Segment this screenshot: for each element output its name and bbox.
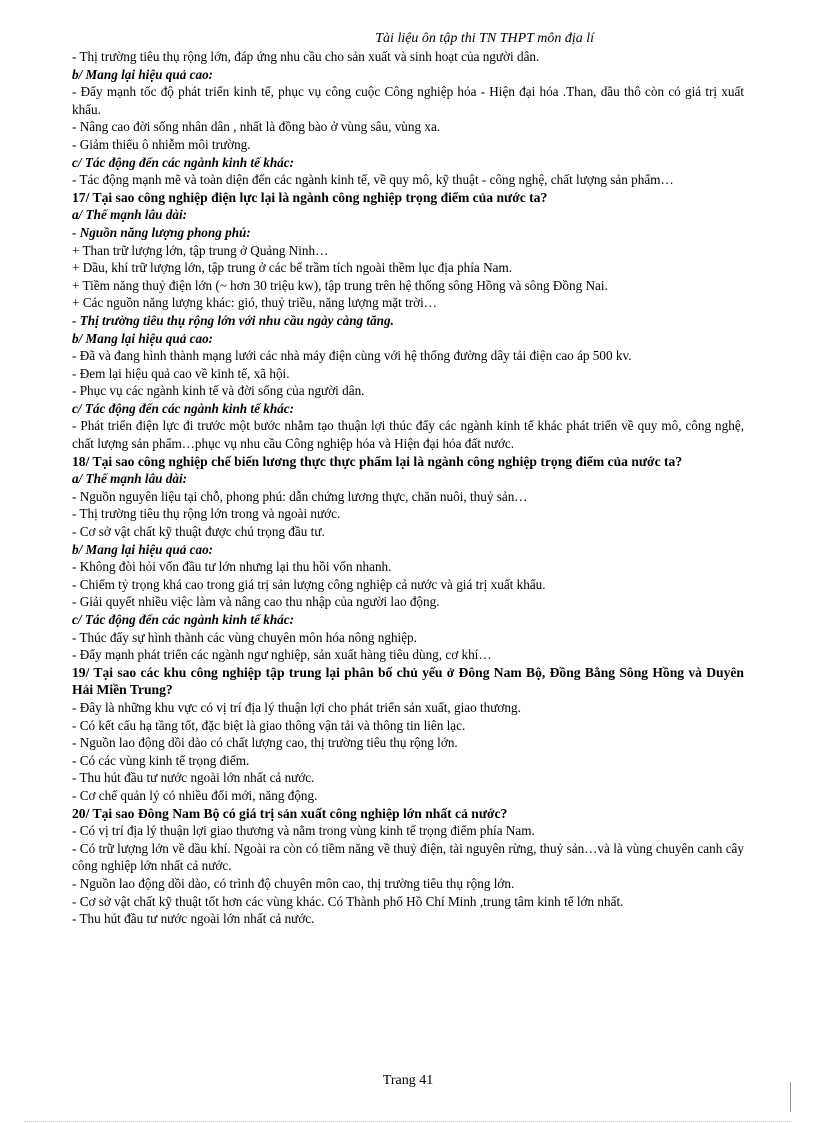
section-subheading: c/ Tác động đến các ngành kinh tế khác: — [72, 612, 294, 627]
question-heading: 18/ Tại sao công nghiệp chế biến lương thực thực phẩm lại là ngành công nghiệp trọng điểm của nước ta? — [72, 453, 683, 469]
question-heading: 17/ Tại sao công nghiệp điện lực lại là ngành công nghiệp trọng điểm của nước ta? — [72, 189, 548, 205]
paragraph-line: - Thu hút đầu tư nước ngoài lớn nhất cả nước. — [72, 911, 315, 927]
paragraph-line: - Phát triển điện lực đi trước một bước nhằm tạo thuận lợi thúc đẩy các ngành kinh tế khác phát triển về quy mô, công nghệ, chất lượng sản phẩm…phục vụ nhu cầu Công nghiệp hóa và Hiện đại hóa đất nước. — [72, 418, 744, 452]
document-body — [72, 48, 744, 928]
paragraph-line: + Tiềm năng thuỷ điện lớn (~ hơn 30 triệu kw), tập trung trên hệ thống sông Hồng và sông Đồng Nai. — [72, 277, 608, 293]
section-subheading: c/ Tác động đến các ngành kinh tế khác: — [72, 400, 294, 416]
paragraph-line: - Nguồn lao động dồi dào, có trình độ chuyên môn cao, thị trường tiêu thụ rộng lớn. — [72, 875, 515, 891]
paragraph-line: - Có kết cấu hạ tầng tốt, đặc biệt là giao thông vận tải và thông tin liên lạc. — [72, 717, 466, 733]
paragraph-line: - Có các vùng kinh tế trọng điểm. — [72, 752, 250, 768]
page-header: Tài liệu ôn tập thi TN THPT môn địa lí — [375, 31, 594, 46]
section-subheading: a/ Thế mạnh lâu dài: — [72, 471, 188, 487]
page-bottom-border — [24, 1121, 792, 1122]
paragraph-line: + Các nguồn năng lượng khác: gió, thuỷ triều, năng lượng mặt trời… — [72, 295, 437, 311]
paragraph-line: - Đẩy mạnh tốc độ phát triển kinh tế, phục vụ công cuộc Công nghiệp hóa - Hiện đại hóa .Than, dầu thô còn có giá trị xuất khẩu. — [72, 84, 744, 117]
question-heading: 20/ Tại sao Đông Nam Bộ có giá trị sản xuất công nghiệp lớn nhất cả nước? — [72, 805, 508, 821]
section-subheading: b/ Mang lại hiệu quả cao: — [72, 330, 214, 346]
section-subheading: a/ Thế mạnh lâu dài: — [72, 207, 188, 223]
paragraph-line: - Đây là những khu vực có vị trí địa lý thuận lợi cho phát triển sản xuất, giao thương. — [72, 699, 521, 715]
section-subheading: b/ Mang lại hiệu quả cao: — [72, 66, 214, 82]
section-subheading: b/ Mang lại hiệu quả cao: — [72, 541, 214, 557]
paragraph-line: - Thu hút đầu tư nước ngoài lớn nhất cả nước. — [72, 770, 315, 786]
paragraph-line: - Nguồn lao động dồi dào có chất lượng cao, thị trường tiêu thụ rộng lớn. — [72, 735, 458, 751]
paragraph-line: - Có vị trí địa lý thuận lợi giao thương và nằm trong vùng kinh tế trọng điểm phía Nam. — [72, 823, 535, 839]
paragraph-line: - Cơ chế quản lý có nhiều đổi mới, năng động. — [72, 787, 318, 803]
paragraph-line: + Than trữ lượng lớn, tập trung ở Quảng Ninh… — [72, 242, 329, 258]
section-subheading: - Thị trường tiêu thụ rộng lớn với nhu cầu ngày càng tăng. — [72, 312, 394, 328]
paragraph-line: + Dầu, khí trữ lượng lớn, tập trung ở các bể trầm tích ngoài thềm lục địa phía Nam. — [72, 260, 512, 276]
paragraph-line: - Cơ sở vật chất kỹ thuật tốt hơn các vùng khác. Có Thành phố Hồ Chí Minh ,trung tâm kinh tế lớn nhất. — [72, 893, 624, 909]
paragraph-line: - Giảm thiểu ô nhiễm môi trường. — [72, 136, 251, 152]
paragraph-line: - Không đòi hỏi vốn đầu tư lớn nhưng lại thu hồi vốn nhanh. — [72, 559, 392, 575]
paragraph-line: - Giải quyết nhiều việc làm và nâng cao thu nhập của người lao động. — [72, 594, 440, 610]
page-footer: Trang 41 — [382, 1073, 434, 1088]
paragraph-line: - Đẩy mạnh phát triển các ngành ngư nghiệp, sản xuất hàng tiêu dùng, cơ khí… — [72, 647, 492, 663]
paragraph-line: - Nguồn nguyên liệu tại chỗ, phong phú: dẫn chứng lương thực, chăn nuôi, thuỷ sản… — [72, 488, 528, 504]
paragraph-line: - Cơ sở vật chất kỹ thuật được chú trọng đầu tư. — [72, 524, 325, 540]
section-subheading: - Nguồn năng lượng phong phú: — [72, 224, 251, 240]
paragraph-line: - Thị trường tiêu thụ rộng lớn trong và ngoài nước. — [72, 506, 341, 522]
paragraph-line: - Thị trường tiêu thụ rộng lớn, đáp ứng nhu cầu cho sản xuất và sinh hoạt của người dân. — [72, 49, 540, 64]
paragraph-line: - Nâng cao đời sống nhân dân , nhất là đồng bào ở vùng sâu, vùng xa. — [72, 119, 441, 135]
paragraph-line: - Đã và đang hình thành mạng lưới các nhà máy điện cùng với hệ thống đường dây tải điện cao áp 500 kv. — [72, 348, 632, 364]
paragraph-line: - Có trữ lượng lớn về dầu khí. Ngoài ra còn có tiềm năng về thuỷ điện, tài nguyên rừng, thuỷ sản…và là vùng chuyên canh cây công nghiệp lớn nhất cả nước. — [72, 840, 744, 874]
section-subheading: c/ Tác động đến các ngành kinh tế khác: — [72, 154, 294, 170]
document-page — [72, 30, 744, 928]
page-edge-marker — [790, 1082, 791, 1112]
paragraph-line: - Phục vụ các ngành kinh tế và đời sống của người dân. — [72, 383, 365, 399]
paragraph-line: - Chiếm tỷ trọng khá cao trong giá trị sản lượng công nghiệp cả nước và giá trị xuất khẩu. — [72, 576, 546, 592]
question-heading: 19/ Tại sao các khu công nghiệp tập trung lại phân bố chủ yếu ở Đông Nam Bộ, Đồng Bằng Sông Hồng và Duyên Hải Miền Trung? — [72, 664, 744, 698]
paragraph-line: - Tác động mạnh mẽ và toàn diện đến các ngành kinh tế, về quy mô, kỹ thuật - công nghệ, chất lượng sản phẩm… — [72, 172, 674, 188]
paragraph-line: - Thúc đẩy sự hình thành các vùng chuyên môn hóa nông nghiệp. — [72, 629, 417, 645]
paragraph-line: - Đem lại hiệu quả cao về kinh tế, xã hội. — [72, 365, 290, 381]
